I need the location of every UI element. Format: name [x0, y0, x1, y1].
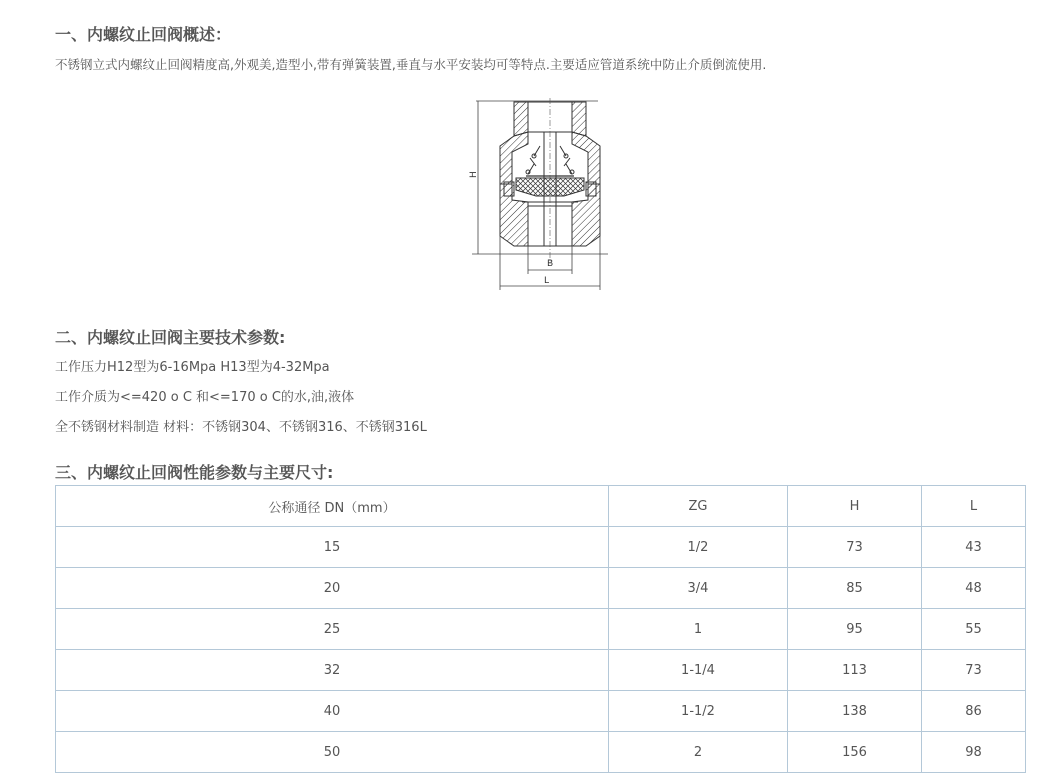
- table-row: [56, 527, 1026, 568]
- cell-dn: 20: [56, 568, 609, 609]
- cell-l: 98: [922, 732, 1026, 773]
- cell-zg: 1-1/2: [609, 691, 788, 732]
- svg-text:L: L: [544, 276, 550, 286]
- valve-cross-section-diagram: [468, 96, 618, 292]
- cell-h: 113: [788, 650, 922, 691]
- cell-l: 43: [922, 527, 1026, 568]
- table-row: [56, 650, 1026, 691]
- param-line-medium: 工作介质为<=420 o C 和<=170 o C的水,油,液体: [55, 390, 355, 405]
- cell-zg: 3/4: [609, 568, 788, 609]
- cell-zg: 1: [609, 609, 788, 650]
- cell-h: 138: [788, 691, 922, 732]
- table-row: [56, 568, 1026, 609]
- table-row: [56, 609, 1026, 650]
- cell-h: 85: [788, 568, 922, 609]
- cell-h: 156: [788, 732, 922, 773]
- section-heading-dimensions: 三、内螺纹止回阀性能参数与主要尺寸:: [55, 463, 334, 482]
- section-heading-overview: 一、内螺纹止回阀概述：: [55, 25, 232, 44]
- header-l: L: [922, 486, 1026, 527]
- cell-dn: 40: [56, 691, 609, 732]
- table-row: [56, 732, 1026, 773]
- header-dn: 公称通径 DN（mm）: [56, 486, 609, 527]
- param-line-pressure: 工作压力H12型为6-16Mpa H13型为4-32Mpa: [55, 360, 330, 375]
- cell-dn: 32: [56, 650, 609, 691]
- cell-l: 48: [922, 568, 1026, 609]
- header-zg: ZG: [609, 486, 788, 527]
- svg-text:B: B: [547, 259, 554, 269]
- cell-zg: 1-1/4: [609, 650, 788, 691]
- table-row: [56, 691, 1026, 732]
- cell-l: 73: [922, 650, 1026, 691]
- svg-text:H: H: [469, 171, 479, 178]
- cell-h: 95: [788, 609, 922, 650]
- cell-h: 73: [788, 527, 922, 568]
- section-heading-tech-params: 二、内螺纹止回阀主要技术参数:: [55, 328, 286, 347]
- cell-l: 86: [922, 691, 1026, 732]
- overview-paragraph: 不锈钢立式内螺纹止回阀精度高,外观美,造型小,带有弹簧装置,垂直与水平安装均可等特点.主要适应管道系统中防止介质倒流使用.: [55, 57, 767, 72]
- cell-dn: 50: [56, 732, 609, 773]
- cell-zg: 1/2: [609, 527, 788, 568]
- dimensions-table: [55, 485, 1026, 773]
- cell-zg: 2: [609, 732, 788, 773]
- header-h: H: [788, 486, 922, 527]
- cell-dn: 25: [56, 609, 609, 650]
- cell-dn: 15: [56, 527, 609, 568]
- param-line-material: 全不锈钢材料制造 材料：不锈钢304、不锈钢316、不锈钢316L: [55, 420, 427, 435]
- table-header-row: [56, 486, 1026, 527]
- cell-l: 55: [922, 609, 1026, 650]
- valve-drawing-icon: [468, 96, 618, 292]
